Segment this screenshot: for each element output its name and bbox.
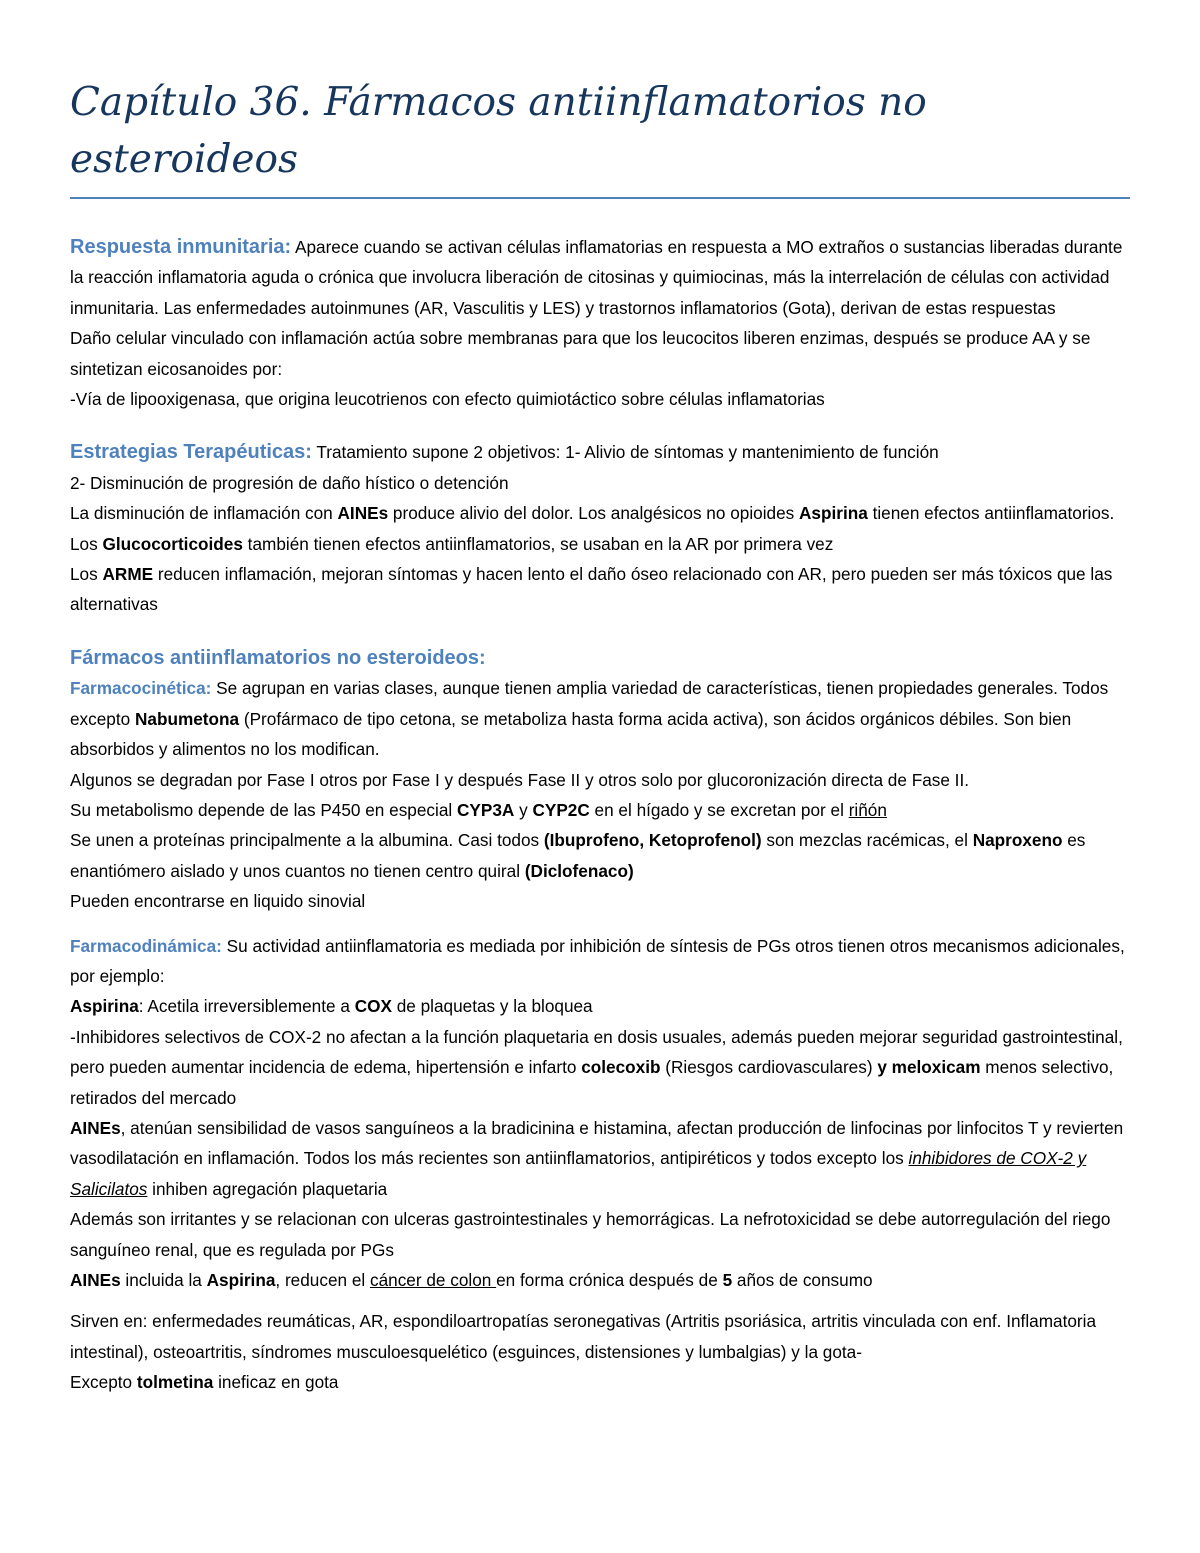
text-run: Se unen a proteínas principalmente a la albumina. Casi todos: [70, 830, 544, 851]
therapeutic-strategies-heading: Estrategias Terapéuticas:: [70, 441, 312, 464]
text-run: La disminución de inflamación con: [70, 503, 338, 524]
term-aspirina: Aspirina: [799, 503, 868, 524]
immune-response-heading: Respuesta inmunitaria:: [70, 236, 292, 258]
lipoxygenase-paragraph: -Vía de lipooxigenasa, que origina leucotrienos con efecto quimiotáctico sobre células inflamatorias: [70, 389, 825, 410]
text-run: Su metabolismo depende de las P450 en especial: [70, 799, 457, 820]
immune-response-text: Aparece cuando se activan células inflamatorias en respuesta a MO extraños o sustancias liberadas durante la reacción inflamatoria aguda o crónica que involucra liberación de citosinas y quimiocinas, más la interrelación de células con actividad inmunitaria. Las enfermedades autoinmunes (AR, Vasculitis y LES) y trastornos inflamatorios (Gota), derivan de estas respuestas: [70, 237, 1123, 318]
text-run: ineficaz en gota: [213, 1372, 339, 1393]
text-run: : Acetila irreversiblemente a: [138, 996, 355, 1017]
section-spacer: [70, 620, 1132, 643]
text-run: (Riesgos cardiovasculares): [660, 1057, 878, 1078]
section-spacer: [70, 917, 1132, 931]
cox2-inhibitors-paragraph: [70, 1022, 1132, 1113]
term-nabumetona: Nabumetona: [134, 708, 240, 729]
text-run: tienen efectos antiinflamatorios. Los: [70, 503, 1115, 554]
text-run: produce alivio del dolor. Los analgésicos no opioides: [388, 503, 800, 524]
text-run: también tienen efectos antiinflamatorios, se usaban en la AR por primera vez: [242, 533, 834, 554]
term-cancer-de-colon: cáncer de colon: [370, 1270, 497, 1290]
text-run: inhiben agregación plaquetaria: [147, 1178, 388, 1199]
term-aines: AINEs: [70, 1270, 121, 1290]
pharmacodynamics-paragraph: [70, 931, 1132, 992]
text-run: es enantiómero aislado y unos cuantos no tienen centro quiral: [70, 830, 1086, 881]
text-run: y: [514, 799, 533, 820]
metabolism-paragraph: [70, 795, 1132, 825]
text-run: , atenúan sensibilidad de vasos sanguíneos a la bradicinina e histamina, afectan producción de linfocinas por linfocitos T y revierten vasodilatación en inflamación. Todos los más recientes son antiinflamatorios, antipiréticos y todos excepto los: [70, 1117, 1124, 1169]
text-run: son mezclas racémicas, el: [761, 830, 973, 851]
text-run: Excepto: [70, 1372, 137, 1393]
term-meloxicam: y meloxicam: [877, 1057, 981, 1078]
text-run: Su actividad antiinflamatoria es mediada por inhibición de síntesis de PGs otros tienen otros mecanismos adicionales, por ejemplo:: [70, 935, 1125, 986]
term-aspirina: Aspirina: [206, 1270, 276, 1290]
synovial-paragraph: Pueden encontrarse en liquido sinovial: [70, 891, 366, 912]
text-run: -Inhibidores selectivos de COX-2 no afectan a la función plaquetaria en dosis usuales, además pueden mejorar seguridad gastrointestinal, pero pueden aumentar incidencia de edema, hipertensión e infarto: [70, 1026, 1123, 1078]
text-run: años de consumo: [732, 1270, 873, 1290]
pharmacokinetics-paragraph: [70, 673, 1132, 764]
term-rinon: riñón: [848, 799, 887, 820]
term-cyp2c: CYP2C: [532, 799, 590, 820]
nsaid-heading: Fármacos antiinflamatorios no esteroideos:: [70, 646, 486, 669]
term-cox2-salicilatos: inhibidores de COX-2 y Salicilatos: [70, 1148, 1087, 1199]
nsaid-heading-paragraph: [70, 643, 1132, 673]
therapeutic-strategies-paragraph: [70, 437, 1132, 467]
term-tolmetina: tolmetina: [136, 1372, 214, 1393]
text-run: en el hígado y se excretan por el: [589, 799, 849, 820]
text-run: Se agrupan en varias clases, aunque tienen amplia variedad de características, tienen propiedades generales. Todos excepto: [70, 678, 1109, 729]
aines-effects-paragraph: [70, 1113, 1132, 1204]
term-naproxeno: Naproxeno: [972, 830, 1063, 851]
term-aspirina: Aspirina: [70, 996, 139, 1017]
aspirin-cox-paragraph: [70, 991, 1132, 1021]
text-run: , reducen el: [275, 1270, 370, 1290]
term-years-number: 5: [722, 1270, 733, 1290]
pharmacodynamics-heading: Farmacodinámica:: [70, 935, 222, 956]
text-run: (Profármaco de tipo cetona, se metaboliza hasta forma acida activa), son ácidos orgánicos débiles. Son bien absorbidos y alimentos no los modifican.: [70, 708, 1072, 760]
protein-binding-paragraph: [70, 825, 1132, 886]
term-cyp3a: CYP3A: [456, 799, 515, 820]
title-underline: [70, 197, 1130, 199]
term-arme: ARME: [102, 564, 154, 585]
section-spacer: [70, 414, 1132, 437]
term-ibuprofeno-ketoprofenol: (Ibuprofeno, Ketoprofenol): [543, 830, 762, 851]
term-cox: COX: [354, 996, 392, 1017]
text-run: incluida la: [120, 1270, 207, 1290]
cell-damage-paragraph: Daño celular vinculado con inflamación actúa sobre membranas para que los leucocitos liberen enzimas, después se produce AA y se sintetizan eicosanoides por:: [70, 328, 1091, 379]
pharmacokinetics-heading: Farmacocinética:: [70, 678, 212, 699]
term-aines: AINEs: [70, 1117, 121, 1138]
uses-paragraph: Sirven en: enfermedades reumáticas, AR, espondiloartropatías seronegativas (Artritis psoriásica, artritis vinculada con enf. Inflamatoria intestinal), osteoartritis, síndromes musculoesquelético (esguinces, distensiones y lumbalgias) y la gota-: [70, 1311, 1097, 1362]
chapter-title: Capítulo 36. Fármacos antiinflamatorios no esteroideos: [70, 80, 927, 182]
irritants-paragraph: Además son irritantes y se relacionan con ulceras gastrointestinales y hemorrágicas. La nefrotoxicidad se debe autorregulación del riego sanguíneo renal, que es regulada por PGs: [70, 1209, 1111, 1260]
inflammation-reduction-paragraph: [70, 498, 1132, 559]
text-run: menos selectivo, retirados del mercado: [70, 1057, 1114, 1108]
text-run: reducen inflamación, mejoran síntomas y hacen lento el daño óseo relacionado con AR, pero pueden ser más tóxicos que las alternativas: [70, 564, 1113, 615]
text-run: Los: [70, 564, 103, 585]
immune-response-paragraph: [70, 232, 1132, 323]
objective-two-paragraph: 2- Disminución de progresión de daño hístico o detención: [70, 472, 509, 493]
term-glucocorticoides: Glucocorticoides: [102, 533, 243, 554]
term-aines: AINEs: [337, 503, 389, 524]
document-body: [70, 232, 1132, 1398]
text-run: en forma crónica después de: [496, 1270, 723, 1290]
colon-cancer-paragraph: [70, 1265, 1132, 1295]
arme-paragraph: [70, 559, 1132, 620]
text-run: de plaquetas y la bloquea: [391, 996, 593, 1017]
therapeutic-strategies-text: Tratamiento supone 2 objetivos: 1- Alivio de síntomas y mantenimiento de función: [311, 442, 939, 463]
tolmetina-paragraph: [70, 1367, 1132, 1397]
term-colecoxib: colecoxib: [581, 1057, 661, 1078]
term-diclofenaco: (Diclofenaco): [524, 860, 634, 881]
phase-degradation-paragraph: Algunos se degradan por Fase I otros por Fase I y después Fase II y otros solo por glucoronización directa de Fase II.: [70, 769, 970, 790]
section-spacer: [70, 1295, 1132, 1306]
